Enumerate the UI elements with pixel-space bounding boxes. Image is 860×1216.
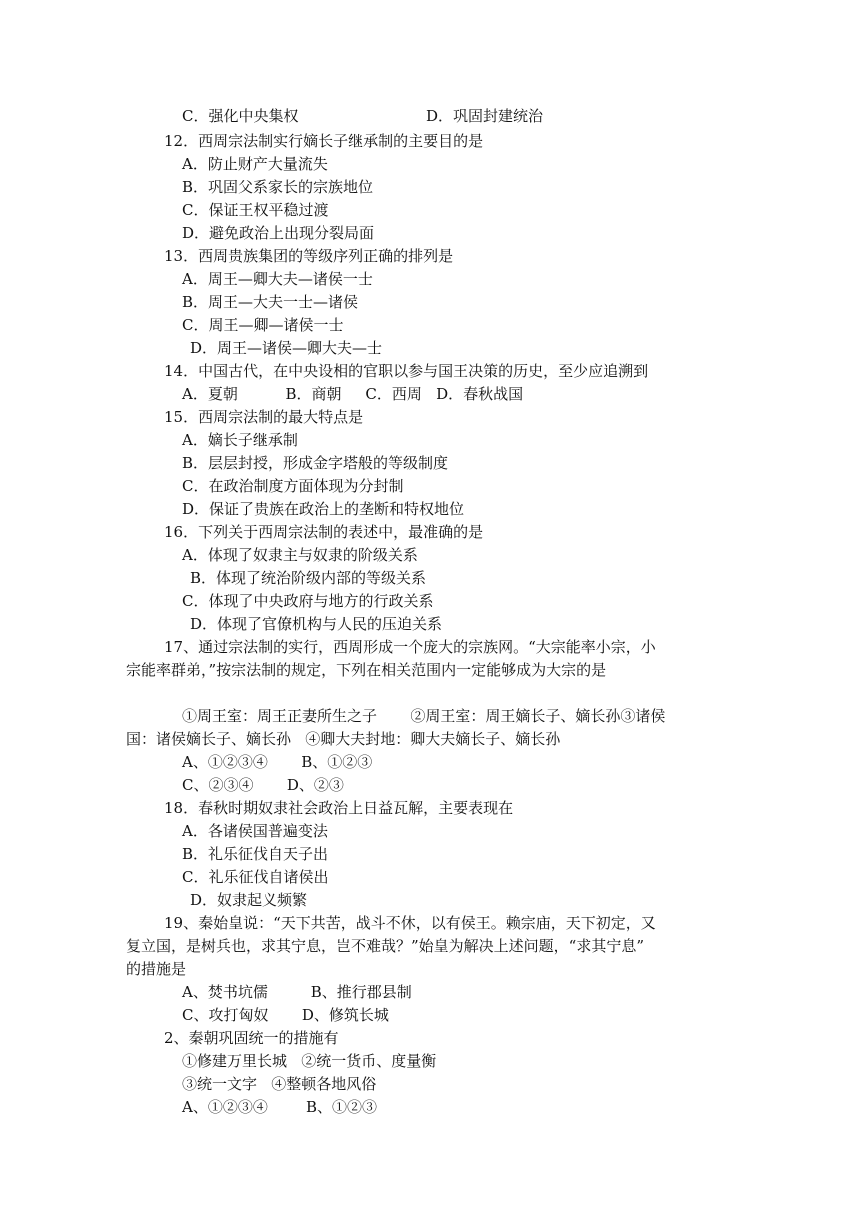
q19-stem-line1: 19、秦始皇说：“天下共苦，战斗不休，以有侯王。赖宗庙，天下初定，又 (164, 914, 656, 932)
q16-option-d: D．体现了官僚机构与人民的压迫关系 (190, 615, 443, 633)
q15-option-b: B．层层封授，形成金字塔般的等级制度 (182, 454, 449, 472)
q19-stem-line3: 的措施是 (126, 960, 187, 978)
q18-option-c: C．礼乐征伐自诸侯出 (182, 868, 329, 886)
q13-option-c: C．周王—卿—诸侯一士 (182, 316, 344, 334)
q19-options-line1: A、焚书坑儒 B、推行郡县制 (182, 983, 412, 1001)
q13-option-a: A．周王—卿大夫—诸侯一士 (182, 270, 373, 288)
q12-option-b: B．巩固父系家长的宗族地位 (182, 178, 374, 196)
q17-stem-line2: 宗能率群弟，”按宗法制的规定，下列在相关范围内一定能够成为大宗的是 (126, 661, 607, 679)
q13-option-d: D．周王—诸侯—卿大夫—士 (190, 339, 383, 357)
q12-option-d: D．避免政治上出现分裂局面 (182, 224, 375, 242)
q18-option-a: A．各诸侯国普遍变法 (182, 822, 328, 840)
q12-option-c: C．保证王权平稳过渡 (182, 201, 329, 219)
q17-stem-line1: 17、通过宗法制的实行，西周形成一个庞大的宗族网。“大宗能率小宗，小 (164, 638, 656, 656)
q14-options: A．夏朝 B．商朝 C．西周 D．春秋战国 (182, 385, 524, 403)
q17-items-line1: ①周王室：周王正妻所生之子 ②周王室：周王嫡长子、嫡长孙③诸侯 (182, 707, 666, 725)
q13-stem: 13．西周贵族集团的等级序列正确的排列是 (164, 247, 454, 265)
q19-options-line2: C、攻打匈奴 D、修筑长城 (182, 1006, 389, 1024)
q2-items-line1: ①修建万里长城 ②统一货币、度量衡 (182, 1052, 437, 1070)
q17-options-line1: A、①②③④ B、①②③ (182, 753, 373, 771)
q2-items-line2: ③统一文字 ④整顿各地风俗 (182, 1075, 377, 1093)
q18-option-b: B．礼乐征伐自天子出 (182, 845, 329, 863)
q18-stem: 18．春秋时期奴隶社会政治上日益瓦解，主要表现在 (164, 799, 514, 817)
q11-option-d: D．巩固封建统治 (426, 107, 544, 125)
q11-option-c: C．强化中央集权 (182, 107, 299, 125)
q2-stem: 2、秦朝巩固统一的措施有 (164, 1029, 339, 1047)
q18-option-d: D．奴隶起义频繁 (190, 891, 308, 909)
q15-option-d: D．保证了贵族在政治上的垄断和特权地位 (182, 500, 465, 518)
q16-stem: 16．下列关于西周宗法制的表述中，最准确的是 (164, 523, 484, 541)
q19-stem-line2: 复立国，是树兵也，求其宁息，岂不难哉？”始皇为解决上述问题，“求其宁息” (126, 937, 645, 955)
q15-option-a: A．嫡长子继承制 (182, 431, 298, 449)
q16-option-b: B．体现了统治阶级内部的等级关系 (190, 569, 427, 587)
q17-items-line2: 国：诸侯嫡长子、嫡长孙 ④卿大夫封地：卿大夫嫡长子、嫡长孙 (126, 730, 561, 748)
q2-options: A、①②③④ B、①②③ (182, 1098, 378, 1116)
q14-stem: 14．中国古代，在中央设相的官职以参与国王决策的历史，至少应追溯到 (164, 362, 649, 380)
q17-options-line2: C、②③④ D、②③ (182, 776, 344, 794)
q12-option-a: A．防止财产大量流失 (182, 155, 328, 173)
q15-stem: 15．西周宗法制的最大特点是 (164, 408, 364, 426)
q13-option-b: B．周王—大夫一士—诸侯 (182, 293, 359, 311)
q12-stem: 12．西周宗法制实行嫡长子继承制的主要目的是 (164, 132, 484, 150)
q16-option-a: A．体现了奴隶主与奴隶的阶级关系 (182, 546, 418, 564)
q15-option-c: C．在政治制度方面体现为分封制 (182, 477, 404, 495)
q16-option-c: C．体现了中央政府与地方的行政关系 (182, 592, 434, 610)
